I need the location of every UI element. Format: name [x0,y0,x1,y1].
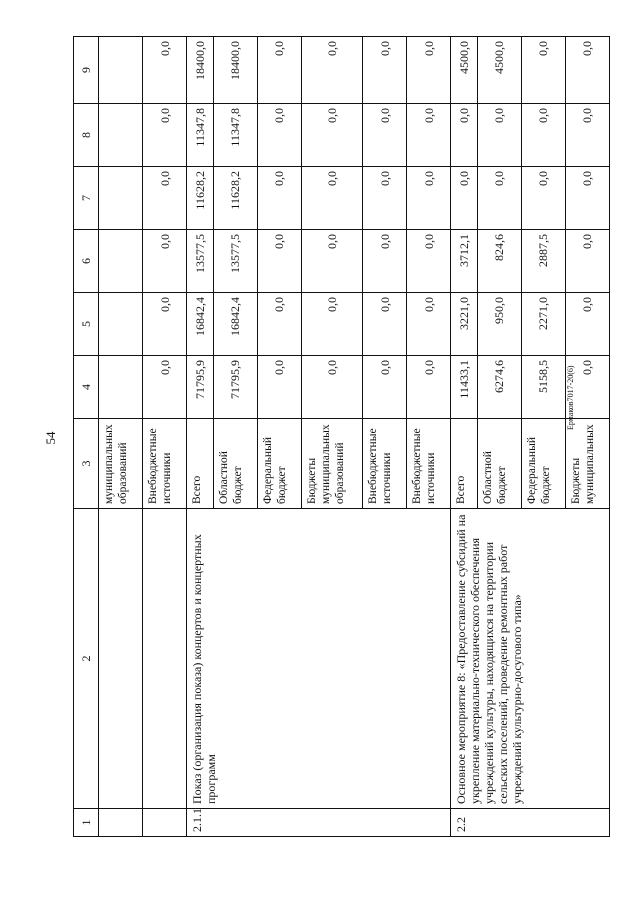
value-cell: 0,0 [565,356,609,419]
row-code: 2.1.1 [187,809,451,837]
value-cell: 4500,0 [451,37,477,104]
value-cell: 0,0 [257,104,301,167]
value-cell: 0,0 [143,293,187,356]
value-cell: 16842,4 [213,293,257,356]
budget-table [73,36,610,837]
value-cell: 0,0 [477,167,521,230]
row-name [99,509,143,809]
row-name [143,509,187,809]
value-cell: 0,0 [521,167,565,230]
funding-source: Внебюджетные источники [363,419,407,509]
value-cell [99,104,143,167]
value-cell: 0,0 [143,104,187,167]
header-cell: 1 [74,809,99,837]
header-cell: 6 [74,230,99,293]
value-cell: 0,0 [407,167,451,230]
budget-table-rotated [73,37,610,837]
value-cell: 0,0 [257,37,301,104]
value-cell: 0,0 [301,37,363,104]
value-cell: 3221,0 [451,293,477,356]
header-cell: 8 [74,104,99,167]
value-cell: 0,0 [301,167,363,230]
value-cell: 71795,9 [213,356,257,419]
header-cell: 3 [74,419,99,509]
value-cell [99,356,143,419]
row-name: Показ (организация показа) концертов и концертных программ [187,509,451,809]
value-cell: 11628,2 [213,167,257,230]
value-cell: 0,0 [565,167,609,230]
value-cell: 0,0 [451,104,477,167]
table-row [143,37,187,837]
value-cell: 0,0 [565,37,609,104]
value-cell: 0,0 [521,104,565,167]
value-cell [99,37,143,104]
value-cell: 0,0 [363,167,407,230]
table-row [99,37,143,837]
value-cell: 0,0 [257,293,301,356]
value-cell: 16842,4 [187,293,213,356]
value-cell: 824,6 [477,230,521,293]
funding-source: Бюджеты муниципальных [565,419,609,509]
funding-source: Внебюджетные источники [143,419,187,509]
table-row [451,37,477,837]
value-cell: 0,0 [257,230,301,293]
value-cell: 950,0 [477,293,521,356]
value-cell: 0,0 [363,293,407,356]
header-cell: 4 [74,356,99,419]
funding-source: Бюджеты муниципальных образований [301,419,363,509]
value-cell: 0,0 [143,167,187,230]
value-cell: 0,0 [363,356,407,419]
value-cell: 0,0 [477,104,521,167]
value-cell: 2887,5 [521,230,565,293]
value-cell: 11347,8 [213,104,257,167]
value-cell: 0,0 [301,293,363,356]
table-row [187,37,213,837]
funding-source: Внебюджетные источники [407,419,451,509]
value-cell: 0,0 [143,356,187,419]
value-cell: 13577,5 [187,230,213,293]
value-cell: 4500,0 [477,37,521,104]
page-number: 54 [43,431,58,445]
value-cell: 13577,5 [213,230,257,293]
value-cell: 0,0 [301,356,363,419]
value-cell: 0,0 [451,167,477,230]
document-code: Ермаков7017-20(6) [566,365,575,430]
funding-source: Областной бюджет [213,419,257,509]
value-cell [99,167,143,230]
funding-source: Областной бюджет [477,419,521,509]
value-cell: 11628,2 [187,167,213,230]
value-cell: 6274,6 [477,356,521,419]
header-cell: 7 [74,167,99,230]
funding-source: Всего [451,419,477,509]
value-cell: 0,0 [407,104,451,167]
value-cell: 3712,1 [451,230,477,293]
row-code: 2.2 [451,809,610,837]
value-cell: 0,0 [363,230,407,293]
value-cell: 0,0 [565,293,609,356]
value-cell: 18400,0 [187,37,213,104]
funding-source: муниципальных образований [99,419,143,509]
value-cell: 71795,9 [187,356,213,419]
value-cell: 0,0 [521,37,565,104]
funding-source: Всего [187,419,213,509]
value-cell [99,230,143,293]
value-cell: 18400,0 [213,37,257,104]
value-cell: 11347,8 [187,104,213,167]
value-cell: 0,0 [301,104,363,167]
funding-source: Федеральный бюджет [257,419,301,509]
value-cell [99,293,143,356]
value-cell: 0,0 [407,37,451,104]
value-cell: 0,0 [363,104,407,167]
header-cell: 2 [74,509,99,809]
value-cell: 5158,5 [521,356,565,419]
value-cell: 11433,1 [451,356,477,419]
value-cell: 0,0 [143,37,187,104]
header-row [74,37,99,837]
value-cell: 0,0 [407,356,451,419]
value-cell: 0,0 [301,230,363,293]
funding-source: Федеральный бюджет [521,419,565,509]
row-code [99,809,143,837]
row-code [143,809,187,837]
value-cell: 0,0 [257,356,301,419]
value-cell: 2271,0 [521,293,565,356]
value-cell: 0,0 [565,104,609,167]
header-cell: 9 [74,37,99,104]
row-name: Основное мероприятие 8: «Предоставление субсидий на укрепление материально-технического обеспечения учреждений культуры, находящихся на территории сельских поселений, проведение ремонтных работ учреждений культурно-досугового типа» [451,509,610,809]
value-cell: 0,0 [407,293,451,356]
value-cell: 0,0 [407,230,451,293]
value-cell: 0,0 [565,230,609,293]
header-cell: 5 [74,293,99,356]
value-cell: 0,0 [143,230,187,293]
value-cell: 0,0 [257,167,301,230]
value-cell: 0,0 [363,37,407,104]
